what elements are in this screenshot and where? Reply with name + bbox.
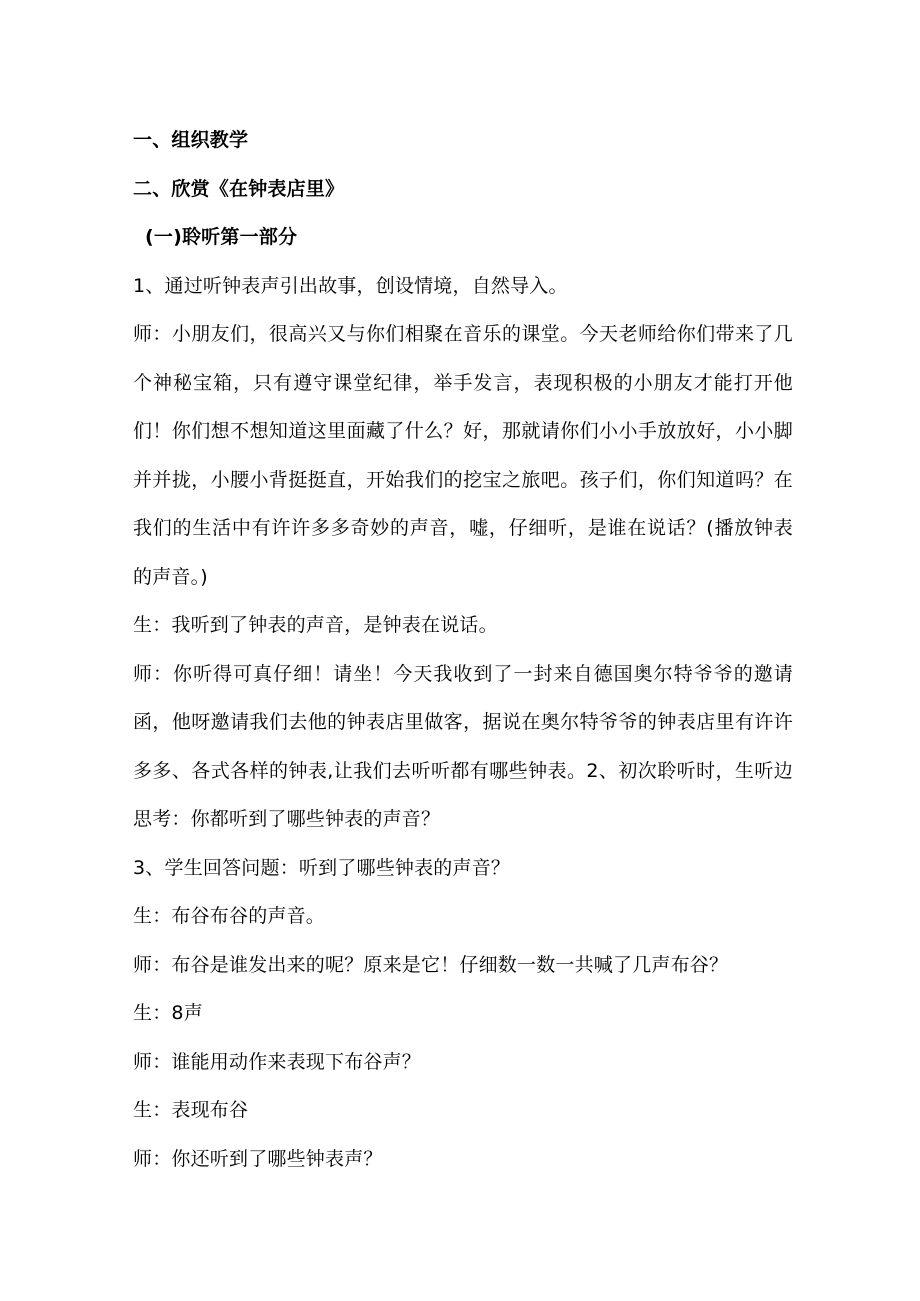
paragraph: 3、学生回答问题：听到了哪些钟表的声音？ bbox=[133, 856, 511, 879]
paragraph: 师：小朋友们，很高兴又与你们相聚在音乐的课堂。今天老师给你们带来了几个神秘宝箱，只有遵守课堂纪律，举手发言，表现积极的小朋友才能打开他们！你们想不想知道这里面藏了什么？好，那就请你们小小手放放好，小小脚并并拢，小腰小背挺挺直，开始我们的挖宝之旅吧。孩子们，你们知道吗？在我们的生活中有许许多多奇妙的声音，嘘，仔细听，是谁在说话？(播放钟表的声音。) bbox=[133, 323, 793, 588]
paragraph: 生：布谷布谷的声音。 bbox=[133, 905, 326, 927]
paragraph: 师：布谷是谁发出来的呢？原来是它！仔细数一数一共喊了几声布谷？ bbox=[133, 953, 729, 976]
paragraph: 1、通过听钟表声引出故事，创设情境，自然导入。 bbox=[133, 274, 568, 297]
paragraph: 生：我听到了钟表的声音，是钟表在说话。 bbox=[133, 614, 498, 636]
paragraph: 师：你听得可真仔细！请坐！今天我收到了一封来自德国奥尔特爷爷的邀请函，他呀邀请我们去他的钟表店里做客，据说在奥尔特爷爷的钟表店里有许许多多、各式各样的钟表,让我们去听听都有哪些钟表。2、初次聆听时，生听边思考：你都听到了哪些钟表的声音？ bbox=[133, 662, 793, 830]
paragraph: 师：谁能用动作来表现下布谷声？ bbox=[133, 1050, 422, 1073]
paragraph: 师：你还听到了哪些钟表声？ bbox=[133, 1147, 383, 1170]
paragraph: 生：8声 bbox=[133, 1002, 203, 1024]
heading-organize-teaching: 一、组织教学 bbox=[133, 129, 249, 151]
document-body bbox=[133, 116, 793, 1183]
paragraph: 生：表现布谷 bbox=[133, 1099, 249, 1121]
subheading-listen-part-one: (一)聆听第一部分 bbox=[145, 226, 298, 248]
heading-appreciation: 二、欣赏《在钟表店里》 bbox=[133, 177, 345, 200]
